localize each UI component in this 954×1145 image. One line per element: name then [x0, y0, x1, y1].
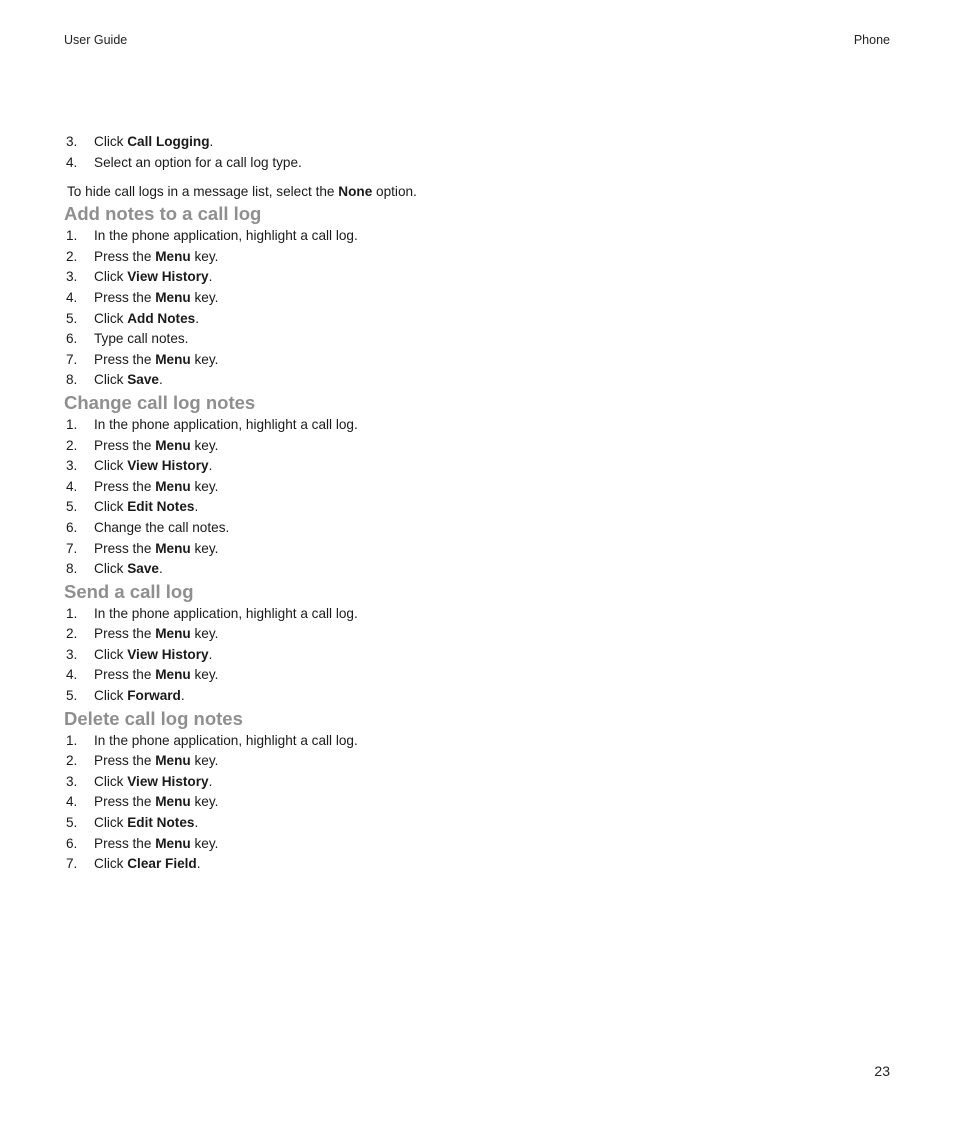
page-number: 23	[874, 1063, 890, 1079]
step-text: Select an option for a call log type.	[94, 154, 302, 170]
list-item	[66, 329, 906, 350]
list-item	[66, 350, 906, 371]
page-content	[66, 132, 906, 875]
step-number: 1.	[66, 416, 78, 432]
step-text: Press the Menu key.	[94, 835, 219, 851]
section-heading: Send a call log	[64, 580, 194, 602]
section-steps	[66, 731, 906, 875]
step-number: 2.	[66, 753, 78, 769]
step-number: 5.	[66, 688, 78, 704]
step-text: Press the Menu key.	[94, 753, 219, 769]
step-number: 2.	[66, 248, 78, 264]
list-item	[66, 370, 906, 391]
list-item	[66, 288, 906, 309]
step-text: Click Edit Notes.	[94, 499, 199, 515]
step-number: 2.	[66, 437, 78, 453]
hide-call-logs-note: To hide call logs in a message list, select the None option.	[67, 184, 417, 200]
list-item	[66, 436, 906, 457]
section-heading: Change call log notes	[64, 391, 256, 413]
step-text: Press the Menu key.	[94, 794, 219, 810]
list-item	[66, 686, 906, 707]
list-item	[66, 604, 906, 625]
step-text: In the phone application, highlight a call log.	[94, 732, 358, 748]
step-number: 4.	[66, 154, 78, 170]
step-number: 3.	[66, 134, 78, 149]
section-steps	[66, 604, 906, 707]
list-item	[66, 624, 906, 645]
step-text: Click View History.	[94, 773, 213, 789]
step-text: Click Clear Field.	[94, 856, 201, 872]
step-text: Click Add Notes.	[94, 310, 199, 326]
list-item	[66, 153, 906, 174]
list-item	[66, 456, 906, 477]
step-number: 5.	[66, 815, 78, 831]
list-item	[66, 731, 906, 752]
intro-steps	[66, 132, 906, 173]
step-text: Press the Menu key.	[94, 437, 219, 453]
step-number: 4.	[66, 289, 78, 305]
step-number: 4.	[66, 794, 78, 810]
list-item	[66, 309, 906, 330]
list-item	[66, 267, 906, 288]
step-text: Type call notes.	[94, 331, 189, 347]
list-item	[66, 226, 906, 247]
step-number: 2.	[66, 626, 78, 642]
step-text: Press the Menu key.	[94, 667, 219, 683]
list-item	[66, 247, 906, 268]
list-item	[66, 665, 906, 686]
step-number: 6.	[66, 519, 78, 535]
list-item	[66, 477, 906, 498]
list-item	[66, 415, 906, 436]
section-heading: Delete call log notes	[64, 707, 243, 729]
list-item	[66, 132, 906, 153]
step-text: Press the Menu key.	[94, 351, 219, 367]
step-number: 7.	[66, 351, 78, 367]
step-number: 8.	[66, 372, 78, 388]
list-item	[66, 834, 906, 855]
list-item	[66, 813, 906, 834]
list-item	[66, 645, 906, 666]
section-steps	[66, 415, 906, 580]
step-number: 1.	[66, 228, 78, 244]
list-item	[66, 792, 906, 813]
step-number: 7.	[66, 540, 78, 556]
step-number: 3.	[66, 458, 78, 474]
list-item	[66, 559, 906, 580]
step-number: 8.	[66, 561, 78, 577]
section-heading: Add notes to a call log	[64, 203, 262, 225]
step-text: In the phone application, highlight a call log.	[94, 605, 358, 621]
step-number: 4.	[66, 667, 78, 683]
step-number: 3.	[66, 269, 78, 285]
step-text: Click Edit Notes.	[94, 815, 199, 831]
step-text: Press the Menu key.	[94, 540, 219, 556]
step-number: 3.	[66, 646, 78, 662]
list-item	[66, 772, 906, 793]
step-number: 7.	[66, 856, 78, 872]
step-text: Press the Menu key.	[94, 289, 219, 305]
step-text: Change the call notes.	[94, 519, 230, 535]
step-text: In the phone application, highlight a call log.	[94, 228, 358, 244]
step-number: 3.	[66, 773, 78, 789]
section-steps	[66, 226, 906, 391]
step-text: Click Save.	[94, 561, 163, 577]
step-number: 5.	[66, 310, 78, 326]
step-text: Click Call Logging.	[94, 134, 214, 149]
step-number: 5.	[66, 499, 78, 515]
step-text: Click View History.	[94, 646, 213, 662]
step-number: 1.	[66, 605, 78, 621]
step-text: Click View History.	[94, 458, 213, 474]
list-item	[66, 518, 906, 539]
list-item	[66, 497, 906, 518]
step-text: In the phone application, highlight a call log.	[94, 416, 358, 432]
step-number: 6.	[66, 835, 78, 851]
step-text: Click View History.	[94, 269, 213, 285]
step-number: 1.	[66, 732, 78, 748]
list-item	[66, 539, 906, 560]
step-text: Press the Menu key.	[94, 626, 219, 642]
step-text: Press the Menu key.	[94, 248, 219, 264]
step-text: Click Forward.	[94, 688, 185, 704]
running-header-left: User Guide	[64, 33, 128, 47]
step-number: 6.	[66, 331, 78, 347]
list-item	[66, 751, 906, 772]
step-number: 4.	[66, 478, 78, 494]
running-header-right: Phone	[853, 33, 890, 47]
sections-container	[66, 202, 906, 875]
list-item	[66, 854, 906, 875]
step-text: Press the Menu key.	[94, 478, 219, 494]
step-text: Click Save.	[94, 372, 163, 388]
